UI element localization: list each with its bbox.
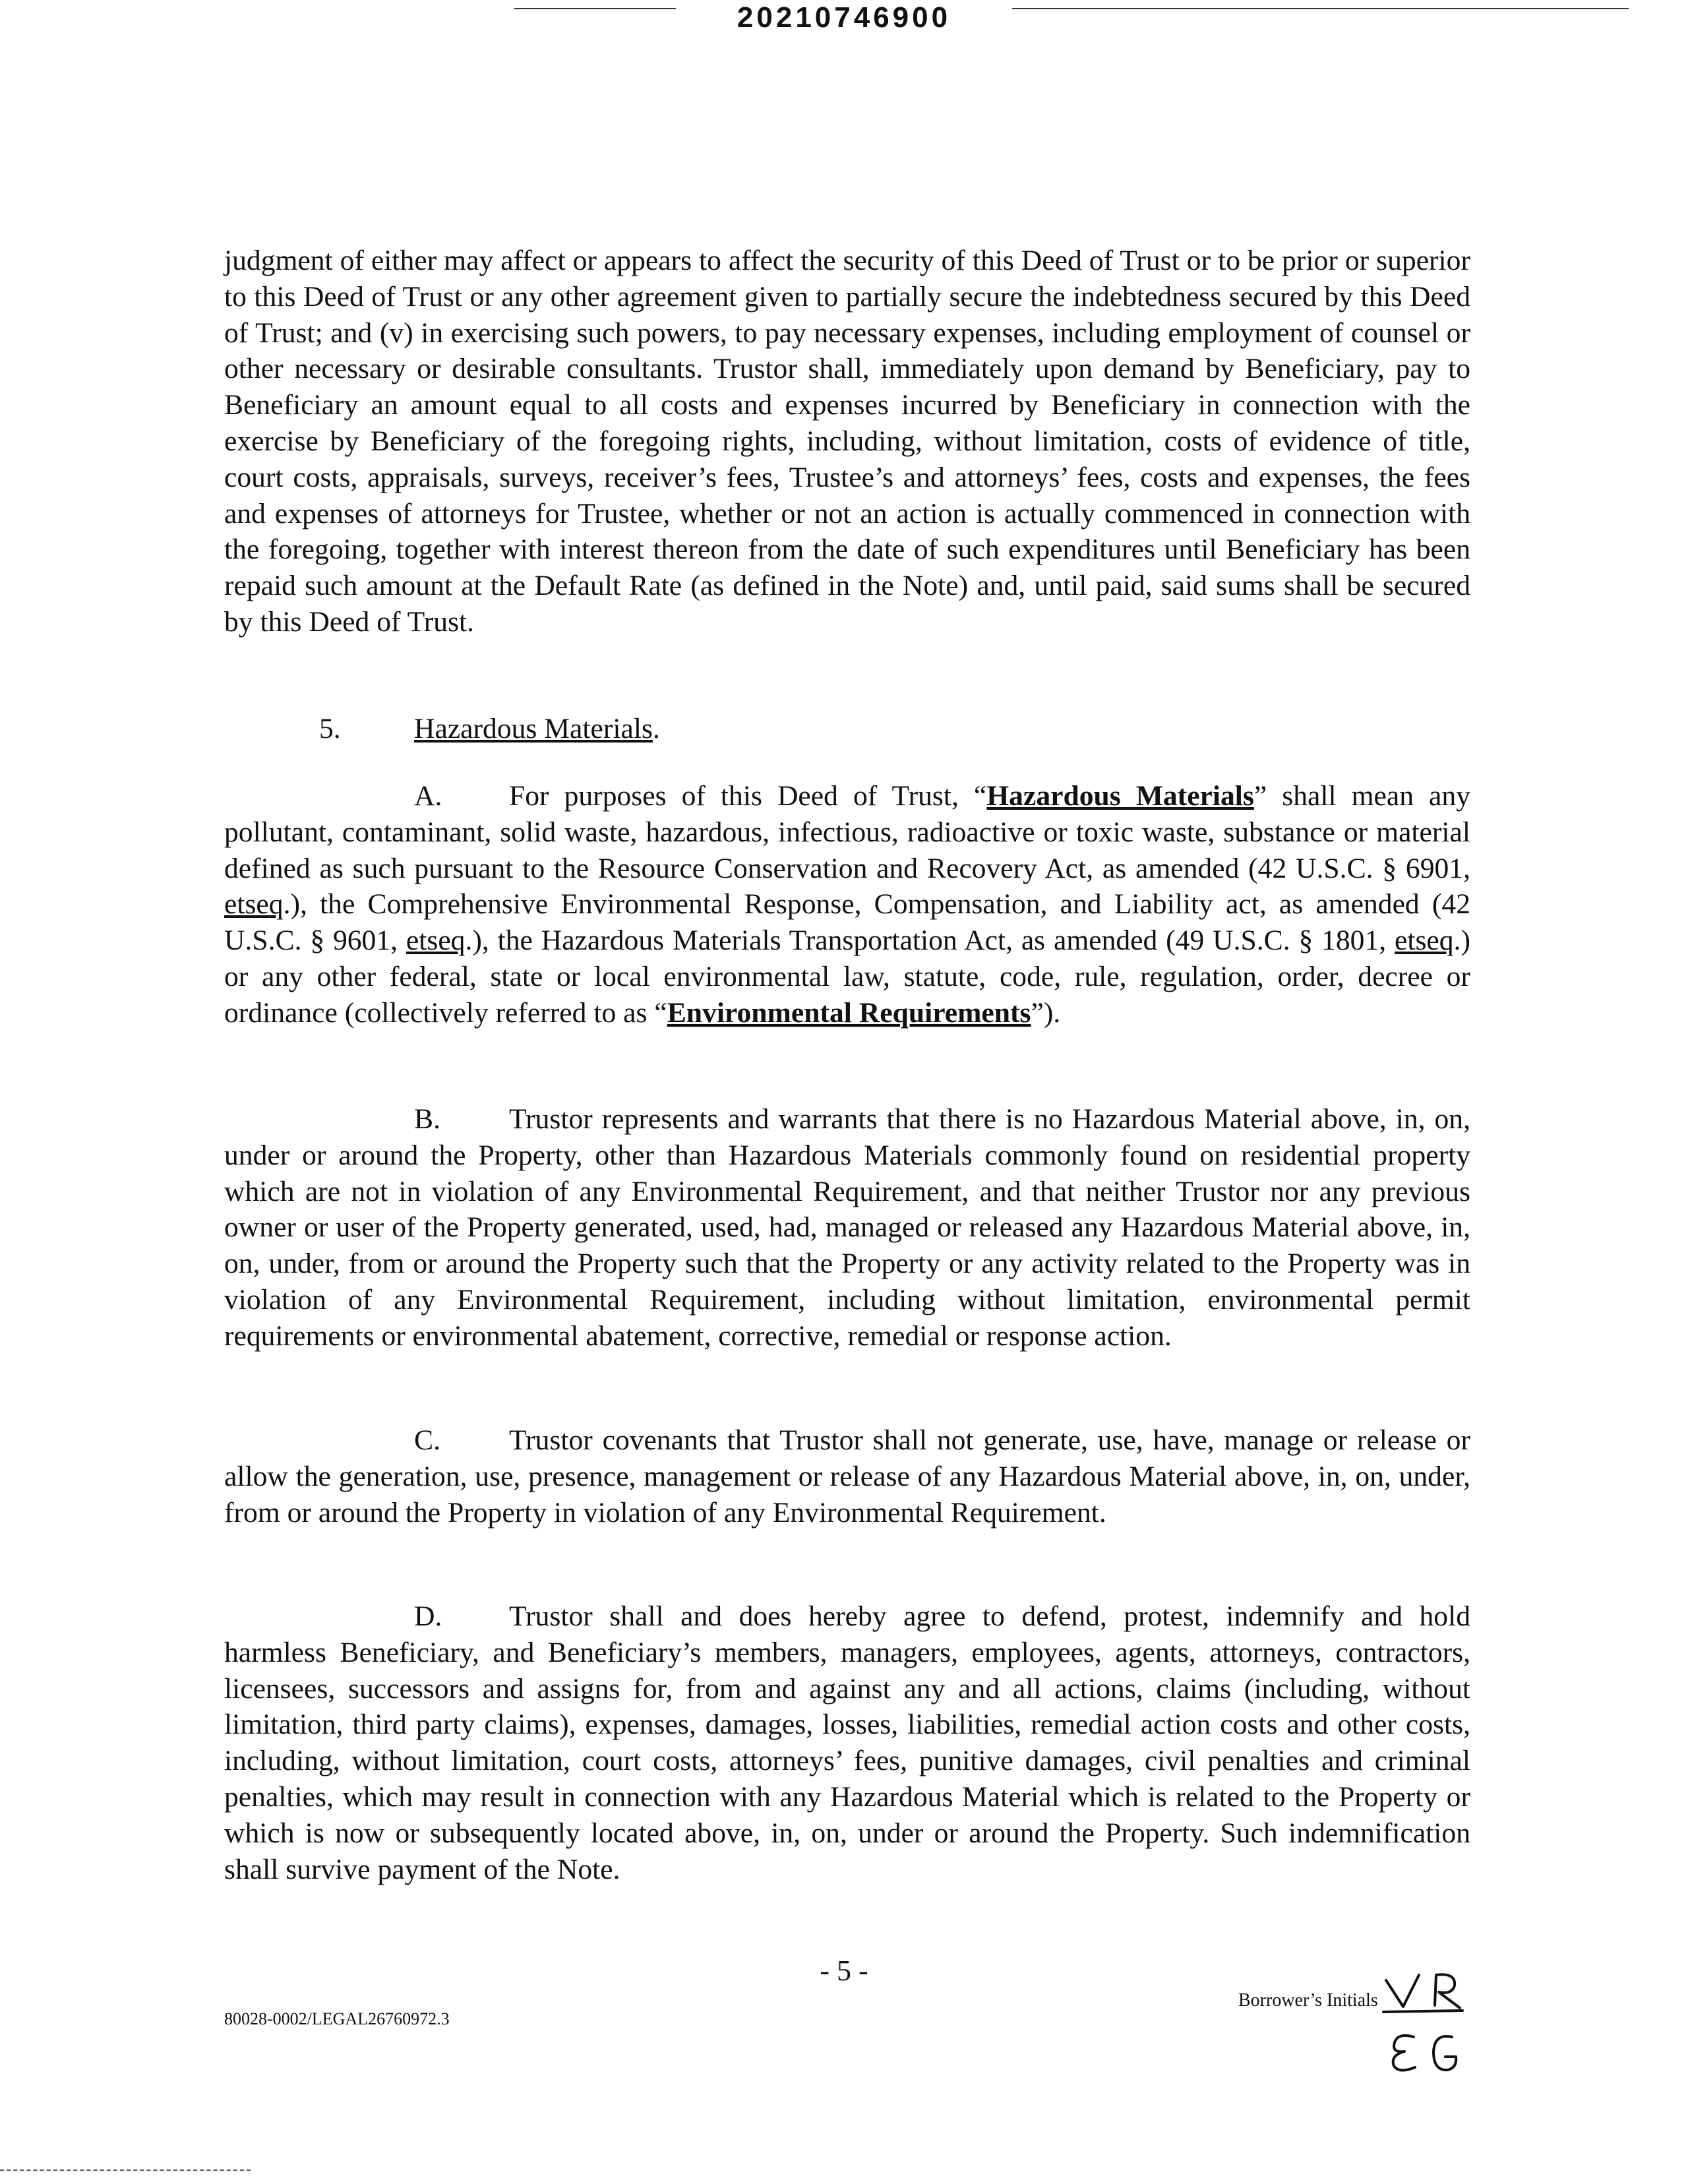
initials-vr-underline [1383,2011,1462,2012]
header-rule-right [1012,8,1629,9]
recording-number: 20210746900 [737,1,951,34]
paragraph-d [224,1598,1470,1887]
etseq-1: etseq [224,888,284,921]
continuation-paragraph: judgment of either may affect or appears to affect the security of this Deed of Trust or to be prior or superior to this Deed of Trust or any other agreement given to partially secure the indebtedness secured by this Deed of Trust; and (v) in exercising such powers, to pay necessary expenses, including employment of counsel or other necessary or desirable consultants. Trustor shall, immediately upon demand by Beneficiary, pay to Beneficiary an amount equal to all costs and expenses incurred by Beneficiary in connection with the exercise by Beneficiary of the foregoing rights, including, without limitation, costs of evidence of title, court costs, appraisals, surveys, receiver’s fees, Trustee’s and attorneys’ fees, costs and expenses, the fees and expenses of attorneys for Trustee, whether or not an action is actually commenced in connection with the foregoing, together with interest thereon from the date of such expenditures until Beneficiary has been repaid such amount at the Default Rate (as defined in the Note) and, until paid, said sums shall be secured by this Deed of Trust. [224,245,1470,638]
etseq-2: etseq [406,925,466,957]
section-5-heading [224,711,660,747]
paragraph-d-letter: D. [414,1600,442,1632]
paragraph-b-letter: B. [414,1103,440,1135]
page-number: - 5 - [820,1955,868,1987]
paragraph-a-text-1: For purposes of this Deed of Trust, “ [509,780,987,812]
paragraph-c-letter: C. [414,1424,440,1456]
paragraph-a-text-2: ” shall mean any pollutant, contaminant, solid waste, hazardous, infectious, radioactive or toxic waste, substance or material defined as such pursuant to the Resource Conservation and Recovery Act, as amended (42 U.S.C. § 6901, [224,780,1470,884]
defined-term-hazardous-materials: Hazardous Materials [986,780,1254,812]
section-title-period: . [652,713,660,744]
document-id: 80028-0002/LEGAL26760972.3 [224,2009,450,2028]
paragraph-d-text: Trustor shall and does hereby agree to defend, protest, indemnify and hold harmless Beneficiary, and Beneficiary’s members, managers, employees, agents, attorneys, contractors, licensees, successors and assigns for, from and against any and all actions, claims (including, without limitation, third party claims), expenses, damages, losses, liabilities, remedial action costs and other costs, including, without limitation, court costs, attorneys’ fees, punitive damages, civil penalties and criminal penalties, which may result in connection with any Hazardous Material which is related to the Property or which is now or subsequently located above, in, on, under or around the Property. Such indemnification shall survive payment of the Note. [224,1600,1470,1885]
defined-term-environmental-requirements: Environmental Requirements [667,996,1031,1029]
paragraph-a-letter: A. [414,780,442,812]
footer-rule [0,2169,251,2171]
paragraph-a-text-5: .) or any other federal, state or local environmental law, statute, code, rule, regulation, order, decree or ordinance (collectively referred to as “ [224,925,1470,1029]
paragraph-b [224,1101,1470,1354]
initials-eg-stroke-e [1393,2036,1415,2071]
etseq-3: etseq [1395,925,1454,957]
section-title: Hazardous Materials [414,713,653,744]
initials-vr-stroke-r [1435,1974,1460,2008]
initials-eg-stroke-g [1433,2036,1456,2070]
paragraph-c [224,1422,1470,1531]
borrower-initials-label: Borrower’s Initials [1238,1990,1378,2011]
initials-vr-stroke-v [1386,1975,1419,2007]
paragraph-a [224,778,1470,1031]
paragraph-a-text-3: .), the Comprehensive Environmental Response, Compensation, and Liability act, as amended (42 U.S.C. § 9601, [224,888,1470,957]
paragraph-a-text-4: .), the Hazardous Materials Transportation Act, as amended (49 U.S.C. § 1801, [465,925,1395,957]
borrower-initials-signature [1378,1968,1510,2087]
section-number: 5. [319,713,341,744]
paragraph-c-text: Trustor covenants that Trustor shall not generate, use, have, manage or release or allow the generation, use, presence, management or release of any Hazardous Material above, in, on, under, from or around the Property in violation of any Environmental Requirement. [224,1424,1470,1529]
paragraph-a-text-6: ”). [1031,996,1061,1029]
paragraph-b-text: Trustor represents and warrants that there is no Hazardous Material above, in, on, under or around the Property, other than Hazardous Materials commonly found on residential property which are not in violation of any Environmental Requirement, and that neither Trustor nor any previous owner or user of the Property generated, used, had, managed or released any Hazardous Material above, in, on, under, from or around the Property such that the Property or any activity related to the Property was in violation of any Environmental Requirement, including without limitation, environmental permit requirements or environmental abatement, corrective, remedial or response action. [224,1103,1470,1352]
